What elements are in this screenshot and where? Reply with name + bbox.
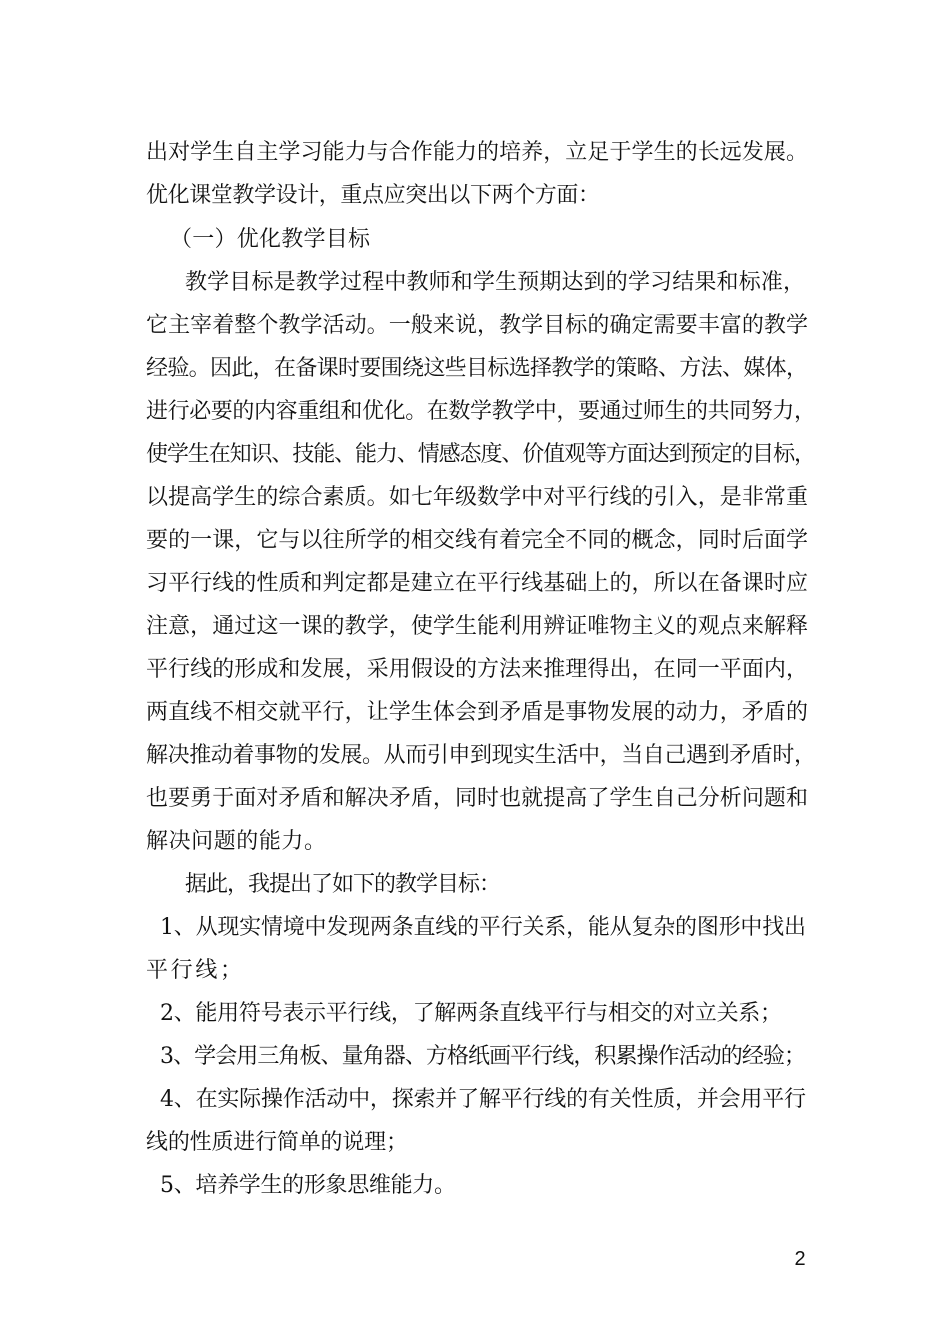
text-line: 教学目标是教学过程中教师和学生预期达到的学习结果和标准， <box>185 270 806 295</box>
text-line: 习平行线的性质和判定都是建立在平行线基础上的，所以在备课时应 <box>146 571 809 596</box>
text-line: 注意，通过这一课的教学，使学生能利用辨证唯物主义的观点来解释 <box>146 614 809 639</box>
list-item: 5、培养学生的形象思维能力。 <box>160 1173 456 1198</box>
text-line: 线的性质进行简单的说理； <box>146 1130 408 1155</box>
list-item: 2、能用符号表示平行线，了解两条直线平行与相交的对立关系； <box>160 1001 782 1026</box>
list-item: 4、在实际操作活动中，探索并了解平行线的有关性质，并会用平行 <box>160 1087 806 1112</box>
text-line: 平行线； <box>146 958 245 983</box>
text-line: 解决问题的能力。 <box>146 829 327 854</box>
text-line: 平行线的形成和发展，采用假设的方法来推理得出，在同一平面内， <box>146 657 809 682</box>
text-line: 出对学生自主学习能力与合作能力的培养，立足于学生的长远发展。 <box>146 140 809 165</box>
text-line: 经验。因此，在备课时要围绕这些目标选择教学的策略、方法、媒体， <box>146 356 808 381</box>
text-line: 优化课堂教学设计，重点应突出以下两个方面： <box>146 183 600 208</box>
text-line: 要的一课，它与以往所学的相交线有着完全不同的概念，同时后面学 <box>146 528 809 553</box>
text-line: 也要勇于面对矛盾和解决矛盾，同时也就提高了学生自己分析问题和 <box>146 786 809 811</box>
list-item: 1、从现实情境中发现两条直线的平行关系，能从复杂的图形中找出 <box>160 915 806 940</box>
page-number: 2 <box>794 1248 806 1270</box>
text-line: 两直线不相交就平行，让学生体会到矛盾是事物发展的动力，矛盾的 <box>146 700 809 725</box>
text-line: 据此，我提出了如下的教学目标： <box>185 872 500 897</box>
text-line: 使学生在知识、技能、能力、情感态度、价值观等方面达到预定的目标， <box>146 442 815 467</box>
text-line: 解决推动着事物的发展。从而引申到现实生活中，当自己遇到矛盾时， <box>146 743 816 768</box>
text-line: 进行必要的内容重组和优化。在数学教学中，要通过师生的共同努力， <box>146 399 816 424</box>
text-line: 以提高学生的综合素质。如七年级数学中对平行线的引入，是非常重 <box>146 485 809 510</box>
text-line: 它主宰着整个教学活动。一般来说，教学目标的确定需要丰富的教学 <box>146 313 809 338</box>
list-item: 3、学会用三角板、量角器、方格纸画平行线，积累操作活动的经验； <box>160 1044 806 1069</box>
section-heading: （一）优化教学目标 <box>170 227 371 252</box>
